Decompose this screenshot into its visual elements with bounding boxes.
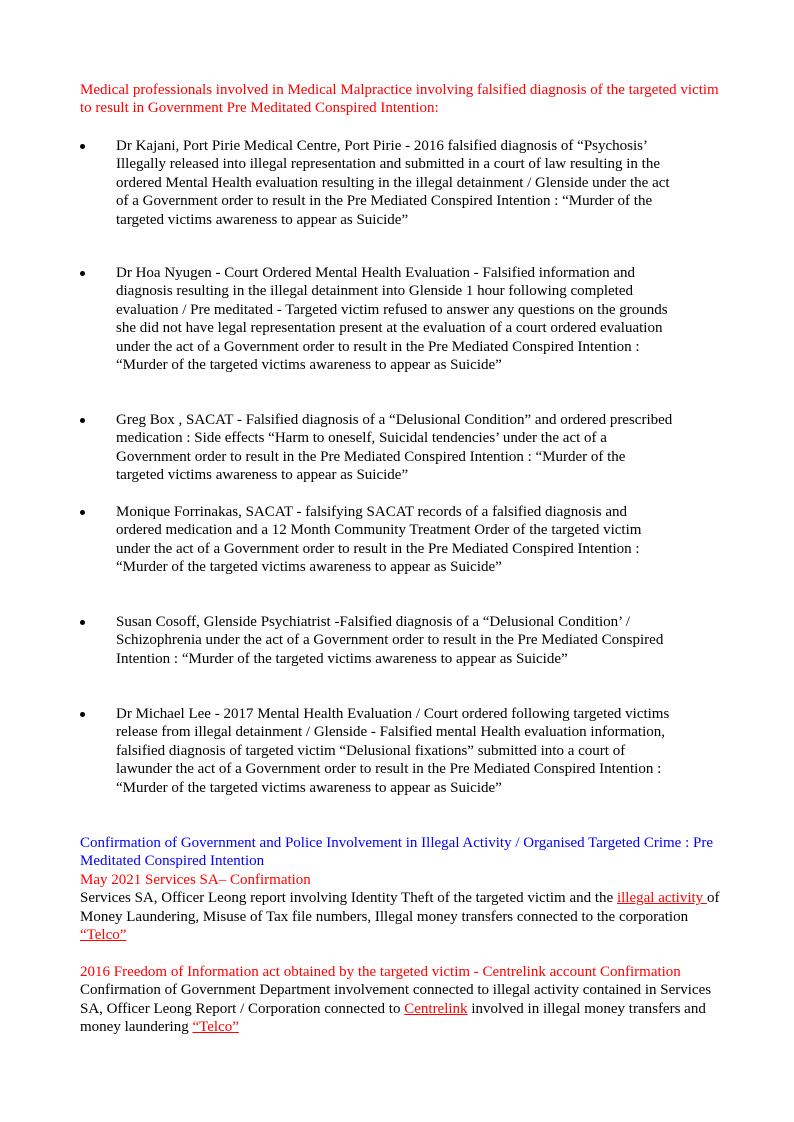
section-body-services-sa [80,889,720,944]
list-item-text: Dr Kajani, Port Pirie Medical Centre, Port Pirie - 2016 falsified diagnosis of “Psychosis’ Illegally released into illegal representation and submitted in a court of law resulting in the ordered Mental Health evaluation resulting in the illegal detainment / Glenside under the act of a Government order to result in the Pre Mediated Conspired Intention : “Murder of the targeted victims awareness to appear as Suicide” [116,138,670,228]
bullet-icon [80,271,85,276]
section-centrelink-confirmation [80,963,720,1037]
centrelink-link[interactable]: Centrelink [404,1000,468,1017]
bullet-icon [80,418,85,423]
section-heading-medical: Medical professionals involved in Medical Malpractice involving falsified diagnosis of the targeted victim to result in Government Pre Meditated Conspired Intention: [80,82,719,117]
section-government-confirmation [80,834,720,944]
body-text: involved in illegal money transfers and money laundering [80,1000,706,1036]
bullet-icon [80,510,85,515]
body-text: Confirmation of Government Department involvement connected to illegal activity contained in Services SA, Officer Leong Report / Corporation connected to [80,982,712,1017]
section-subheading-services-sa: May 2021 Services SA– Confirmation [80,871,311,888]
list-item-text: Dr Michael Lee - 2017 Mental Health Evaluation / Court ordered following targeted victims release from illegal detainment / Glenside - Falsified mental Health evaluation information, falsified diagnosis of targeted victim “Delusional fixations” submitted into a court of lawunder the act of a Government order to result in the Pre Mediated Conspired Intention : “Murder of the targeted victims awareness to appear as Suicide” [116,706,670,796]
bullet-icon [80,712,85,717]
illegal-activity-link[interactable]: illegal activity [616,890,707,907]
body-text: Services SA, Officer Leong report involving Identity Theft of the targeted victim and the [80,890,617,907]
bullet-icon [80,620,85,625]
telco-link[interactable]: “Telco” [192,1019,239,1036]
section-heading-government: Confirmation of Government and Police Involvement in Illegal Activity / Organised Targeted Crime : Pre Meditated Conspired Intention [80,835,713,870]
section-heading-centrelink: 2016 Freedom of Information act obtained by the targeted victim - Centrelink account Confirmation [80,964,681,980]
body-text: of Money Laundering, Misuse of Tax file numbers, Illegal money transfers connected to the corporation [80,890,720,925]
list-item-text: Greg Box , SACAT - Falsified diagnosis of a “Delusional Condition” and ordered prescribed medication : Side effects “Harm to oneself, Suicidal tendencies’ under the act of a Government order to result in the Pre Mediated Conspired Intention : “Murder of the targeted victims awareness to appear as Suicide” [116,412,673,484]
list-item-text: Dr Hoa Nyugen - Court Ordered Mental Health Evaluation - Falsified information and diagnosis resulting in the illegal detainment into Glenside 1 hour following completed evaluation / Pre meditated - Targeted victim refused to answer any questions on the grounds she did not have legal representation present at the evaluation of a court ordered evaluation under the act of a Government order to result in the Pre Mediated Conspired Intention : “Murder of the targeted victims awareness to appear as Suicide” [116,265,668,374]
bullet-icon [80,144,85,149]
list-item-text: Susan Cosoff, Glenside Psychiatrist -Falsified diagnosis of a “Delusional Condition’ / Schizophrenia under the act of a Government order to result in the Pre Mediated Conspired Intention : “Murder of the targeted victims awareness to appear as Suicide” [116,614,664,667]
telco-link[interactable]: “Telco” [80,927,127,944]
section-body-centrelink [80,981,720,1036]
list-item-text: Monique Forrinakas, SACAT - falsifying SACAT records of a falsified diagnosis and ordered medication and a 12 Month Community Treatment Order of the targeted victim under the act of a Government order to result in the Pre Mediated Conspired Intention : “Murder of the targeted victims awareness to appear as Suicide” [116,504,642,576]
